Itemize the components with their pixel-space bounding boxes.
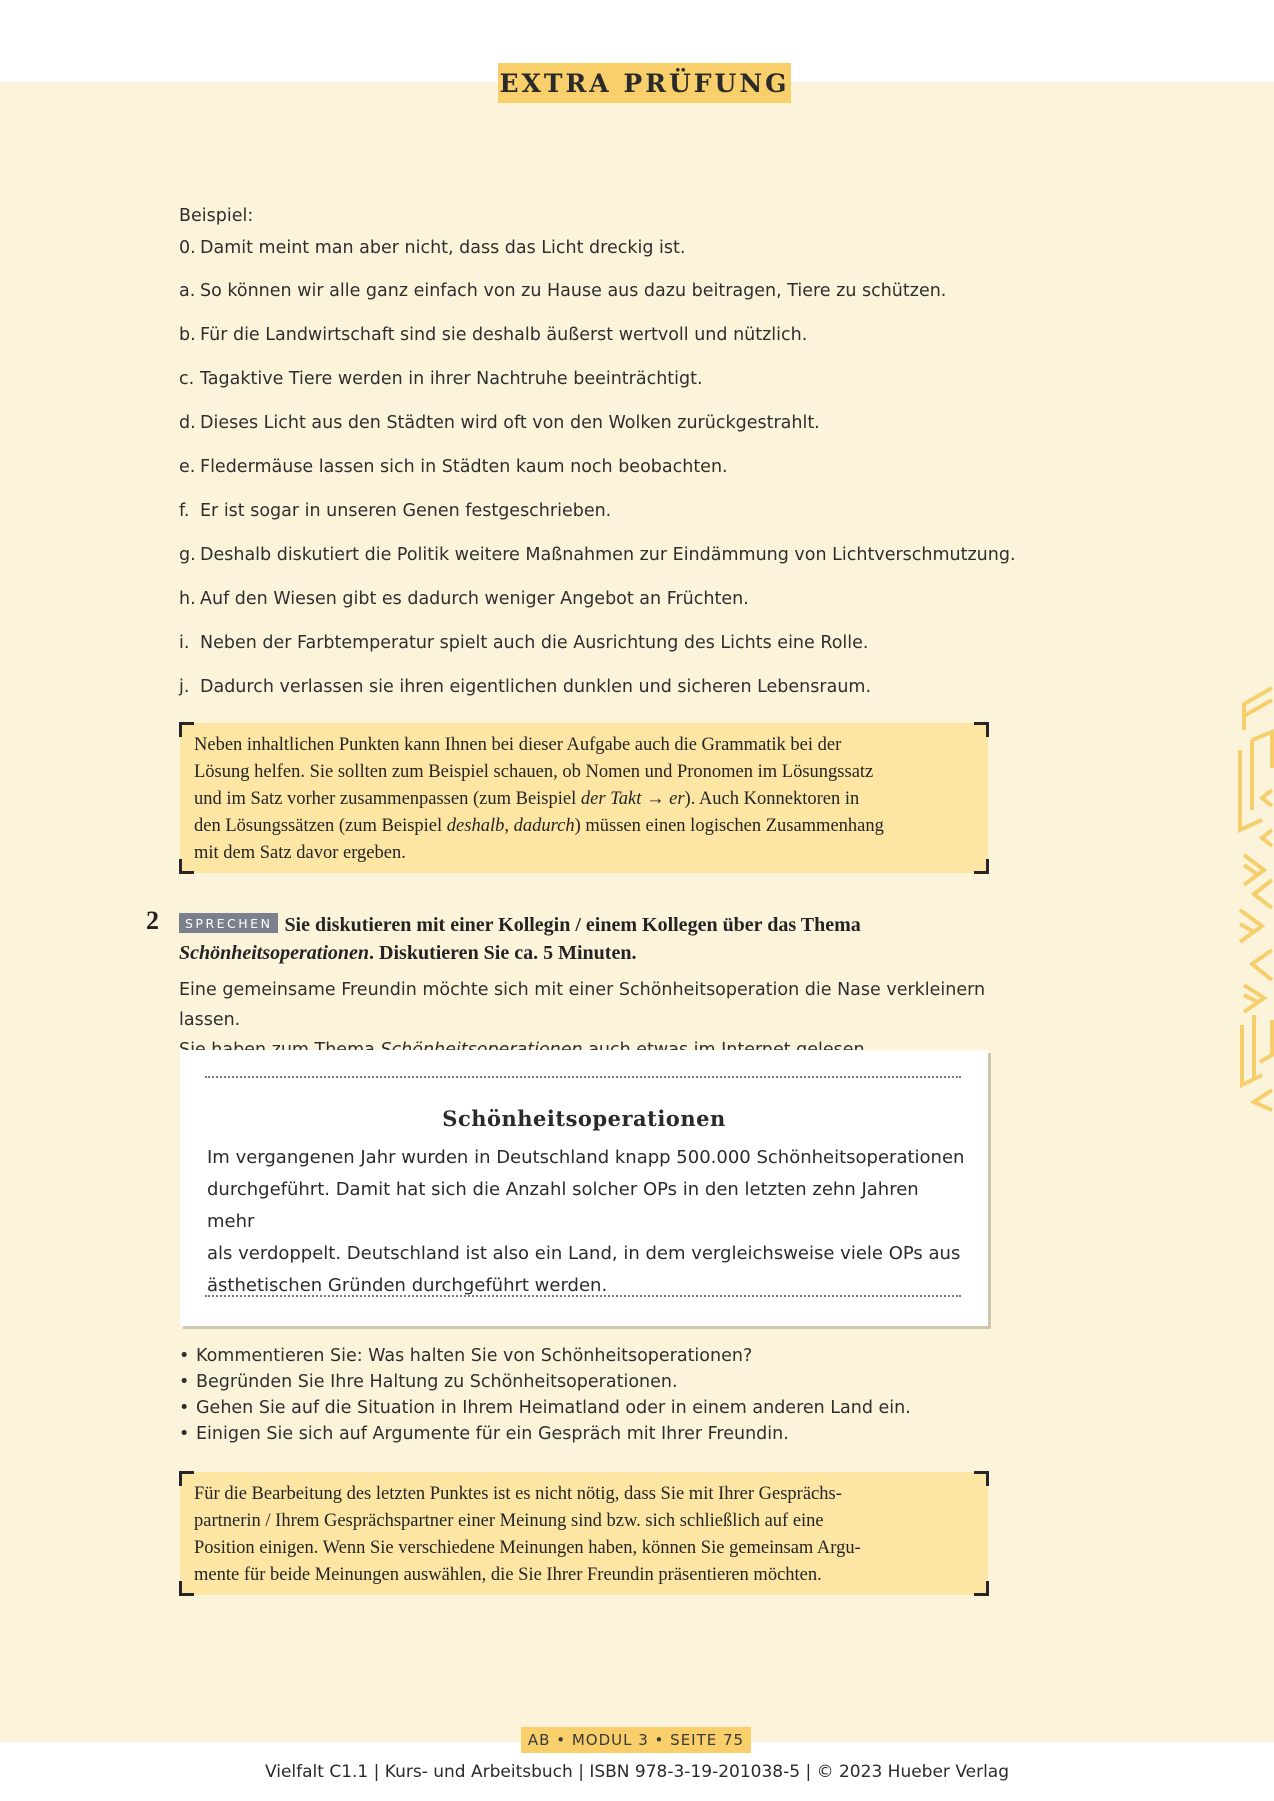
skill-tag: SPRECHEN	[179, 913, 278, 933]
item-text: Neben der Farbtemperatur spielt auch die Ausrichtung des Lichts eine Rolle.	[200, 633, 869, 653]
example-item-0	[179, 236, 1029, 260]
tip-line: mente für beide Meinungen auswählen, die Sie Ihrer Freundin präsentieren möchten.	[194, 1565, 822, 1585]
tip-line: Lösung helfen. Sie sollten zum Beispiel schauen, ob Nomen und Pronomen im Lösungssatz	[194, 762, 874, 782]
task-number: 2	[146, 906, 159, 935]
item-text: Dieses Licht aus den Städten wird oft von den Wolken zurückgestrahlt.	[200, 413, 820, 433]
item-text: Deshalb diskutiert die Politik weitere Maßnahmen zur Eindämmung von Lichtverschmutzung.	[200, 545, 1016, 565]
corner-mark	[179, 1471, 194, 1486]
corner-mark	[179, 859, 194, 874]
page-number-badge: AB • MODUL 3 • SEITE 75	[521, 1727, 751, 1753]
list-item	[179, 675, 1029, 699]
footer-credit: Vielfalt C1.1 | Kurs- und Arbeitsbuch | ISBN 978-3-19-201038-5 | © 2023 Hueber Verlag	[264, 1762, 1010, 1782]
item-text: So können wir alle ganz einfach von zu Hause aus dazu beitragen, Tiere zu schützen.	[200, 281, 947, 301]
list-item: • Begründen Sie Ihre Haltung zu Schönheitsoperationen.	[179, 1369, 1039, 1395]
bullet-icon: •	[179, 1424, 190, 1444]
bullet-icon: •	[179, 1346, 190, 1366]
item-text: Tagaktive Tiere werden in ihrer Nachtruhe beeinträchtigt.	[200, 369, 703, 389]
tip-line: partnerin / Ihrem Gesprächspartner einer Meinung sind bzw. sich schließlich auf eine	[194, 1511, 824, 1531]
decorative-pattern-icon	[1232, 680, 1274, 1112]
example-list	[179, 204, 1029, 719]
divider	[205, 1295, 961, 1297]
corner-mark	[974, 1581, 989, 1596]
item-letter: d.	[179, 413, 196, 433]
list-item: • Gehen Sie auf die Situation in Ihrem Heimatland oder in einem anderen Land ein.	[179, 1395, 1039, 1421]
list-item	[179, 455, 1029, 479]
header-badge: EXTRA PRÜFUNG	[498, 63, 791, 103]
divider	[205, 1076, 961, 1078]
list-item	[179, 411, 1029, 435]
bullet-icon: •	[179, 1372, 190, 1392]
task-bullet-list	[179, 1343, 1039, 1447]
item-letter: e.	[179, 457, 196, 477]
item-text: Auf den Wiesen gibt es dadurch weniger Angebot an Früchten.	[200, 589, 749, 609]
list-item: • Einigen Sie sich auf Argumente für ein Gespräch mit Ihrer Freundin.	[179, 1421, 1039, 1447]
task-heading: SPRECHEN Sie diskutieren mit einer Kollegin / einem Kollegen über das Thema Schönheitsoperationen. Diskutieren Sie ca. 5 Minuten.	[179, 914, 861, 964]
list-item	[179, 323, 1029, 347]
answer-options	[179, 279, 1029, 699]
tip-line: Für die Bearbeitung des letzten Punktes ist es nicht nötig, dass Sie mit Ihrer Gesprächs-	[194, 1484, 842, 1504]
item-letter: b.	[179, 325, 196, 345]
article-title: Schönheitsoperationen	[442, 1106, 726, 1131]
tip-line: den Lösungssätzen (zum Beispiel deshalb, dadurch) müssen einen logischen Zusammenhang	[194, 816, 884, 836]
item-letter: g.	[179, 545, 196, 565]
list-item	[179, 279, 1029, 303]
tip-line: und im Satz vorher zusammenpassen (zum Beispiel der Takt → er). Auch Konnektoren in	[194, 789, 860, 809]
list-item: • Kommentieren Sie: Was halten Sie von Schönheitsoperationen?	[179, 1343, 1039, 1369]
item-text: Dadurch verlassen sie ihren eigentlichen dunklen und sicheren Lebensraum.	[200, 677, 872, 697]
tip-box-discussion	[180, 1472, 988, 1595]
corner-mark	[974, 859, 989, 874]
item-letter: 0.	[179, 238, 196, 258]
item-text: Für die Landwirtschaft sind sie deshalb äußerst wertvoll und nützlich.	[200, 325, 808, 345]
item-letter: f.	[179, 501, 190, 521]
list-item	[179, 631, 1029, 655]
item-letter: h.	[179, 589, 196, 609]
tip-line: Position einigen. Wenn Sie verschiedene Meinungen haben, können Sie gemeinsam Argu-	[194, 1538, 861, 1558]
article-box	[180, 1050, 988, 1326]
item-text: Damit meint man aber nicht, dass das Licht dreckig ist.	[200, 238, 686, 258]
example-label: Beispiel:	[179, 206, 254, 226]
item-letter: j.	[179, 677, 190, 697]
item-letter: c.	[179, 369, 195, 389]
list-item	[179, 543, 1029, 567]
item-letter: i.	[179, 633, 190, 653]
corner-mark	[179, 722, 194, 737]
task-intro: Eine gemeinsame Freundin möchte sich mit einer Schönheitsoperation die Nase verkleinern lassen.	[179, 980, 986, 1030]
corner-mark	[179, 1581, 194, 1596]
tip-line: mit dem Satz davor ergeben.	[194, 843, 406, 863]
tip-box-grammar	[180, 723, 988, 873]
tip-line: Neben inhaltlichen Punkten kann Ihnen bei dieser Aufgabe auch die Grammatik bei der	[194, 735, 842, 755]
bullet-icon: •	[179, 1398, 190, 1418]
corner-mark	[974, 722, 989, 737]
list-item	[179, 587, 1029, 611]
corner-mark	[974, 1471, 989, 1486]
list-item	[179, 499, 1029, 523]
article-body: Im vergangenen Jahr wurden in Deutschland knapp 500.000 Schönheitsoperationen durchgeführt. Damit hat sich die Anzahl solcher OPs in den letzten zehn Jahren mehr als verdoppelt. Deutschland ist also ein Land, in dem vergleichsweise viele OPs aus ästhetischen Gründen durchgeführt werden.	[207, 1147, 965, 1296]
item-text: Fledermäuse lassen sich in Städten kaum noch beobachten.	[200, 457, 728, 477]
list-item	[179, 367, 1029, 391]
item-text: Er ist sogar in unseren Genen festgeschrieben.	[200, 501, 612, 521]
item-letter: a.	[179, 281, 196, 301]
